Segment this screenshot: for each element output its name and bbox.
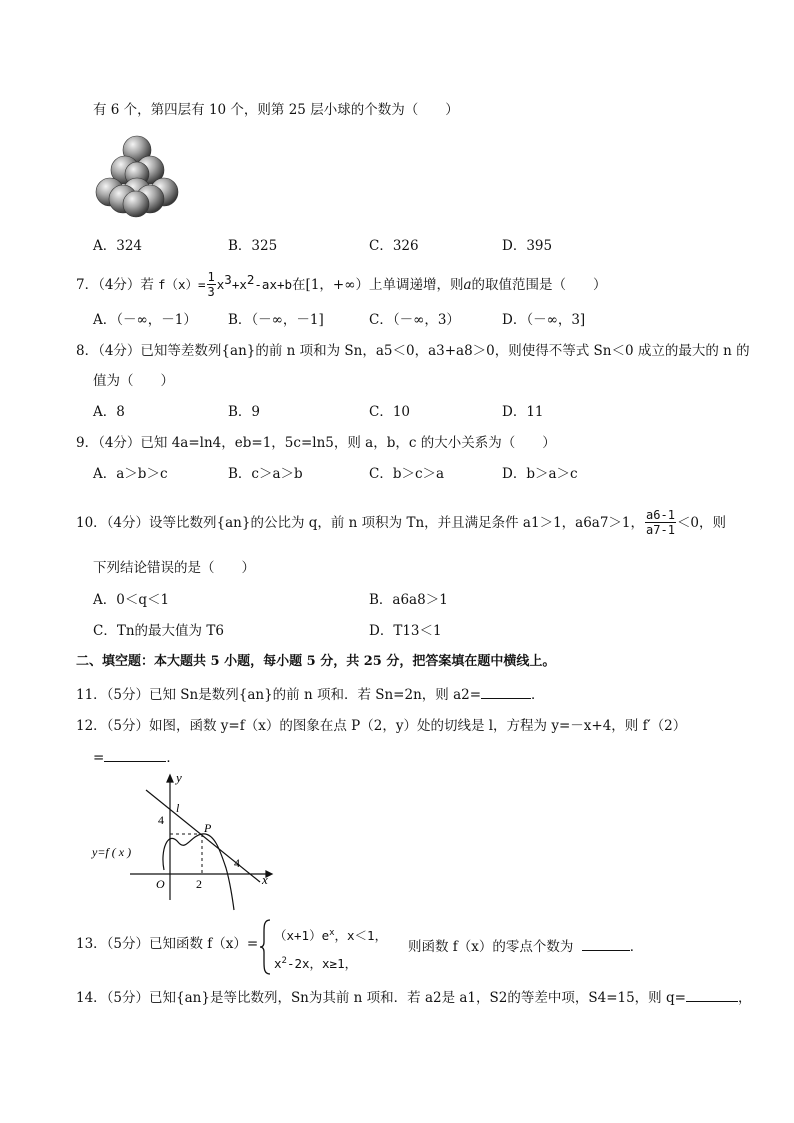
q7-frac-den: 3 — [207, 285, 215, 299]
q7-sup3: 3 — [224, 272, 232, 287]
q6-option-d[interactable]: D．395 — [502, 238, 553, 254]
q8-option-c[interactable]: C．10 — [369, 404, 411, 420]
q13-case2-rest: -2x，x≥1， — [286, 956, 358, 972]
q13-lead: 13．（5分）已知函数 f（x）= — [76, 936, 259, 952]
q7-var: a — [463, 276, 472, 293]
q13-tail: 则函数 f（x）的零点个数为 ． — [408, 936, 643, 957]
q7-stem — [76, 270, 607, 299]
point-p-label: P — [204, 821, 212, 835]
y-axis-arrow — [167, 775, 173, 782]
q7-plus-x: +x — [231, 276, 247, 292]
function-curve — [163, 834, 234, 910]
q13-case2-x: x — [274, 956, 282, 972]
q7-number: 7．（4分）若 — [76, 276, 154, 293]
x-axis-label: x — [262, 872, 268, 887]
q14-text: 14．（5分）已知{an}是等比数列，Sn为其前 n 项和．若 a2是 a1，S2的等差中项，S4=15，则 q= — [76, 990, 686, 1006]
q14-stem: 14．（5分）已知{an}是等比数列，Sn为其前 n 项和．若 a2是 a1，S2的等差中项，S4=15，则 q= ， — [76, 987, 751, 1008]
q12-answer-blank[interactable] — [104, 747, 166, 762]
q7-x: x — [216, 276, 225, 292]
q9-option-b[interactable]: B．c＞a＞b — [228, 466, 303, 482]
q8-option-b[interactable]: B．9 — [228, 404, 261, 420]
q6-option-a[interactable]: A．324 — [93, 238, 143, 254]
q10-option-b[interactable]: B．a6a8＞1 — [369, 592, 448, 608]
q10-stem-line2: 下列结论错误的是（ ） — [93, 560, 255, 576]
q13-case2 — [274, 951, 357, 974]
q12-eq: = — [93, 750, 105, 766]
section-2-heading: 二、填空题：本大题共 5 小题，每小题 5 分，共 25 分，把答案填在题中横线上。 — [76, 654, 556, 669]
q9-stem: 9．（4分）已知 4a=ln4，eb=1，5c=ln5，则 a，b，c 的大小关系为（ ） — [76, 435, 556, 451]
function-label: y=f ( x ) — [92, 845, 132, 859]
q10-text-tail: ＜0，则 — [676, 514, 727, 531]
q6-option-c[interactable]: C．326 — [369, 238, 419, 254]
x-tick-2: 2 — [196, 877, 202, 891]
q7-option-a[interactable]: A．（－∞，－1） — [93, 312, 197, 328]
q12-graph — [90, 770, 280, 915]
q10-frac-den: a7-1 — [646, 523, 675, 537]
q8-option-a[interactable]: A．8 — [93, 404, 125, 420]
q7-fx: f（x）= — [157, 276, 206, 292]
q13-case2-sup: 2 — [281, 956, 287, 966]
q7-text: 在[1，+∞）上单调递增，则 — [292, 276, 464, 293]
q14-answer-blank[interactable] — [686, 987, 738, 1002]
q9-option-d[interactable]: D．b＞a＞c — [502, 466, 578, 482]
q8-stem-line1: 8．（4分）已知等差数列{an}的前 n 项和为 Sn，a5＜0，a3+a8＞0，则使得不等式 Sn＜0 成立的最大的 n 的 — [76, 343, 750, 359]
q7-text2: 的取值范围是（ ） — [471, 276, 607, 293]
q13-answer-blank[interactable] — [582, 936, 630, 951]
q10-option-a[interactable]: A．0＜q＜1 — [93, 592, 170, 608]
q13-case1-sup: x — [329, 928, 335, 938]
q13-brace-icon — [258, 918, 272, 976]
q6-option-b[interactable]: B．325 — [228, 238, 278, 254]
q11-stem: 11．（5分）已知 Sn是数列{an}的前 n 项和．若 Sn=2n，则 a2= ． — [76, 684, 545, 705]
q6-stem: 有 6 个，第四层有 10 个，则第 25 层小球的个数为（ ） — [93, 102, 459, 118]
q11-text: 11．（5分）已知 Sn是数列{an}的前 n 项和．若 Sn=2n，则 a2= — [76, 687, 482, 703]
q13-tail-text: 则函数 f（x）的零点个数为 — [408, 939, 574, 955]
q9-option-a[interactable]: A．a＞b＞c — [93, 466, 168, 482]
q11-answer-blank[interactable] — [481, 684, 531, 699]
q13-case1 — [274, 923, 387, 946]
q13-case1-expr: （x+1）e — [274, 928, 330, 944]
q10-option-d[interactable]: D．T13＜1 — [369, 623, 442, 639]
q7-frac-num: 1 — [207, 270, 215, 284]
q8-stem-line2: 值为（ ） — [93, 373, 174, 389]
q7-option-b[interactable]: B．（－∞，－1] — [228, 312, 324, 328]
y-tick-4: 4 — [158, 813, 164, 827]
q8-option-d[interactable]: D．11 — [502, 404, 544, 420]
q10-fraction — [645, 508, 676, 537]
q12-stem-line1: 12．（5分）如图，函数 y=f（x）的图象在点 P（2，y）处的切线是 l，方程为 y=－x+4，则 f′（2） — [76, 718, 687, 734]
q7-fraction — [207, 270, 216, 299]
q13-case1-cond: ，x＜1， — [334, 928, 388, 944]
q10-text: 10．（4分）设等比数列{an}的公比为 q，前 n 项积为 Tn，并且满足条件 a1＞1，a6a7＞1， — [76, 514, 645, 531]
q12-stem-line2: = ． — [93, 747, 180, 768]
y-axis-label: y — [176, 770, 182, 785]
q7-sup2: 2 — [246, 272, 255, 287]
sphere-pyramid-image — [92, 132, 192, 222]
q10-frac-num: a6-1 — [646, 508, 675, 522]
q9-option-c[interactable]: C．b＞c＞a — [369, 466, 445, 482]
q7-option-d[interactable]: D．（－∞，3] — [502, 312, 586, 328]
q7-option-c[interactable]: C．（－∞，3） — [369, 312, 460, 328]
q13-brace — [258, 918, 272, 976]
x-tick-4: 4 — [234, 856, 240, 870]
q10-option-c[interactable]: C．Tn的最大值为 T6 — [93, 623, 224, 639]
q13-stem — [76, 934, 258, 954]
tangent-label: l — [176, 801, 180, 815]
origin-label: O — [156, 877, 165, 891]
q7-tail: -ax+b — [254, 276, 293, 292]
q10-stem-line1 — [76, 508, 726, 537]
